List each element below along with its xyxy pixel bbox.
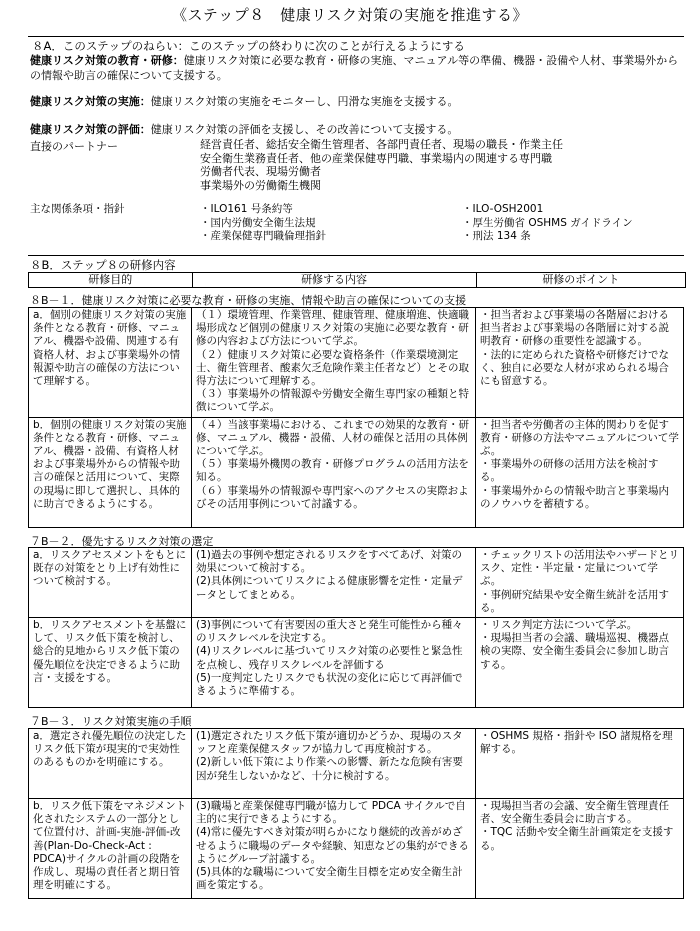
divider: [28, 255, 684, 256]
law-item: ・ILO-OSH2001: [462, 203, 544, 215]
header-points: 研修のポイント: [542, 273, 620, 286]
laws-label: 主な関係条項・指針: [30, 203, 125, 215]
table-subsection-2: [28, 547, 684, 708]
cell-content: （１）環境管理、作業管理、健康管理、健康増進、快適職場形成など個別の健康リスク対策の実施に必要な教育・研修の内容および方法について学ぶ。 （２）健康リスク対策に必要な資格条件（作業環境測定士、衛生管理者、酸素欠乏危険作業主任者など）とその取得方法について理解する。 （３）事業場外の情報源や労働安全衛生専門家の種類と特徴について学ぶ。: [192, 308, 476, 418]
cell-purpose: b．リスクアセスメントを基盤にして、リスク低下策を検討し、総合的見地からリスク低下策の優先順位を決定できるように助言・支援をする。: [29, 618, 192, 708]
header-content: 研修する内容: [193, 273, 477, 287]
page-title: 《ステップ８ 健康リスク対策の実施を推進する》: [172, 6, 528, 24]
cell-purpose: a．個別の健康リスク対策の実施条件となる教育・研修、マニュアル、機器や設備、関連する有資格人材、および事業場外の情報源や助言の確保の方法について理解する。: [29, 308, 192, 418]
subsection-3-heading: ７B－３．リスク対策実施の手順: [30, 715, 192, 728]
laws-left-list: [200, 203, 326, 244]
cell-points: ・チェックリストの活用法やハザードとリスク、定性・半定量・定量について学ぶ。 ・事例研究結果や安全衛生統計を活用する。: [476, 548, 684, 618]
table-row: [29, 417, 684, 527]
cell-purpose: b．個別の健康リスク対策の実施条件となる教育・研修、マニュアル、機器・設備、有資格人材および事業場外からの情報や助言の確保と活用について、実際の現場に即して選択し、具体的に助言できるようにする。: [29, 417, 192, 527]
partner-item: 経営責任者、総括安全衛生管理者、各部門責任者、現場の職長・作業主任: [200, 138, 563, 151]
aim-implementation: [30, 95, 680, 110]
table-row: [29, 729, 684, 799]
header-purpose: 研修目的: [29, 273, 193, 287]
table-subsection-1: [28, 307, 684, 528]
cell-points: ・リスク判定方法について学ぶ。 ・現場担当者の会議、職場巡視、機器点検の実際、安全衛生委員会に参加し助言する。: [476, 618, 684, 708]
subsection-1-heading: ８B－１．健康リスク対策に必要な教育・研修の実施、情報や助言の確保についての支援: [30, 294, 467, 307]
cell-purpose: a．リスクアセスメントをもとに既存の対策をとり上げ有効性について検討する。: [29, 548, 192, 618]
section-8b-heading: ８B．ステップ８の研修内容: [30, 258, 176, 272]
aim-evaluation: [30, 123, 680, 138]
cell-content: (1)過去の事例や想定されるリスクをすべてあげ、対策の効果について検討する。 (2)具体例についてリスクによる健康影響を定性・定量データとしてまとめる。: [192, 548, 476, 618]
law-item: ・刑法 134 条: [462, 230, 531, 242]
aim-implementation-text: 健康リスク対策の実施をモニターし、円滑な実施を支援する。: [150, 95, 459, 108]
partner-list: [200, 138, 563, 192]
divider: [28, 36, 684, 37]
table-row: [29, 548, 684, 618]
aim-education: [30, 54, 680, 83]
cell-points: ・OSHMS 規格・指針や ISO 諸規格を理解する。: [476, 729, 684, 799]
table-row: [29, 308, 684, 418]
cell-content: （４）当該事業場における、これまでの効果的な教育・研修、マニュアル、機器・設備、人材の確保と活用の具体例について学ぶ。 （５）事業場外機関の教育・研修プログラムの活用方法を知る。 （６）事業場外の情報源や専門家へのアクセスの実際およびその活用事例について討議する。: [192, 417, 476, 527]
aim-implementation-head: 健康リスク対策の実施：: [30, 95, 151, 108]
cell-content: (1)選定されたリスク低下策が適切かどうか、現場のスタッフと産業保健スタッフが協力して再度検討する。 (2)新しい低下策により作業への影響、新たな危険有害要因が発生しないかなど、十分に検討する。: [192, 729, 476, 799]
partner-label: 直接のパートナー: [30, 140, 118, 153]
cell-points: ・担当者および事業場の各階層における担当者および事業場の各階層に対する説明教育・研修の重要性を認識する。 ・法的に定められた資格や研修だけでなく、独自に必要な人材が求められる場合にも留意する。: [476, 308, 684, 418]
table-row: [29, 799, 684, 899]
aim-evaluation-text: 健康リスク対策の評価を支援し、その改善について支援する。: [150, 123, 459, 136]
cell-points: ・現場担当者の会議、安全衛生管理責任者、安全衛生委員会に助言する。 ・TQC 活動や安全衛生計画策定を支援する。: [476, 799, 684, 899]
cell-points: ・担当者や労働者の主体的関わりを促す教育・研修の方法やマニュアルについて学ぶ。 ・事業場外の研修の活用方法を検討する。 ・事業場外からの情報や助言と事業場内のノウハウを蓄積する。: [476, 417, 684, 527]
partner-item: 事業場外の労働衛生機関: [200, 178, 321, 192]
partner-item: 安全衛生業務責任者、他の産業保健専門職、事業場内の関連する専門職: [200, 151, 552, 165]
aim-evaluation-head: 健康リスク対策の評価：: [30, 123, 151, 136]
law-item: ・ILO161 号条約等: [200, 203, 293, 215]
section-8a-heading: ８A．このステップのねらい：このステップの終わりに次のことが行えるようにする: [32, 39, 465, 53]
table-row: [29, 618, 684, 708]
partner-item: 労働者代表、現場労働者: [200, 165, 321, 178]
law-item: ・産業保健専門職倫理指針: [200, 230, 326, 242]
cell-content: (3)事例について有害要因の重大さと発生可能性から種々のリスクレベルを決定する。 (4)リスクレベルに基づいてリスク対策の必要性と緊急性を点検し、残存リスクレベルを評価する (5)一度判定したリスクでも状況の変化に応じて再評価できるように準備する。: [192, 618, 476, 708]
subsection-2-heading: ７B－２．優先するリスク対策の選定: [30, 535, 214, 548]
cell-content: (3)職場と産業保健専門職が協力して PDCA サイクルで自主的に実行できるようにする。 (4)常に優先すべき対策が明らかになり継続的改善がめざせるように職場のデータや経験、知恵などの集約ができるようにグループ討議する。 (5)具体的な職場について安全衛生目標を定め安全衛生計画を策定する。: [192, 799, 476, 899]
aim-education-text: 健康リスク対策に必要な教育・研修の実施、マニュアル等の準備、機器・設備や人材、事業場外からの情報や助言の確保について支援する。: [30, 54, 679, 82]
table-header: [28, 272, 686, 288]
law-item: ・国内労働安全衛生法規: [200, 216, 316, 229]
aim-education-head: 健康リスク対策の教育・研修：: [30, 54, 184, 67]
table-subsection-3: [28, 728, 684, 899]
laws-right-list: [462, 203, 633, 244]
cell-purpose: a．選定され優先順位の決定したリスク低下策が現実的で実効性のあるものかを明確にする。: [29, 729, 192, 799]
cell-purpose: b．リスク低下策をマネジメント化されたシステムの一部分として位置付け、計画-実施-評価-改善(Plan-Do-Check-Act : PDCA)サイクルの計画の段階を作成し、現場の責任者と期日管理を明確にする。: [29, 799, 192, 899]
law-item: ・厚生労働省 OSHMS ガイドライン: [462, 216, 633, 229]
